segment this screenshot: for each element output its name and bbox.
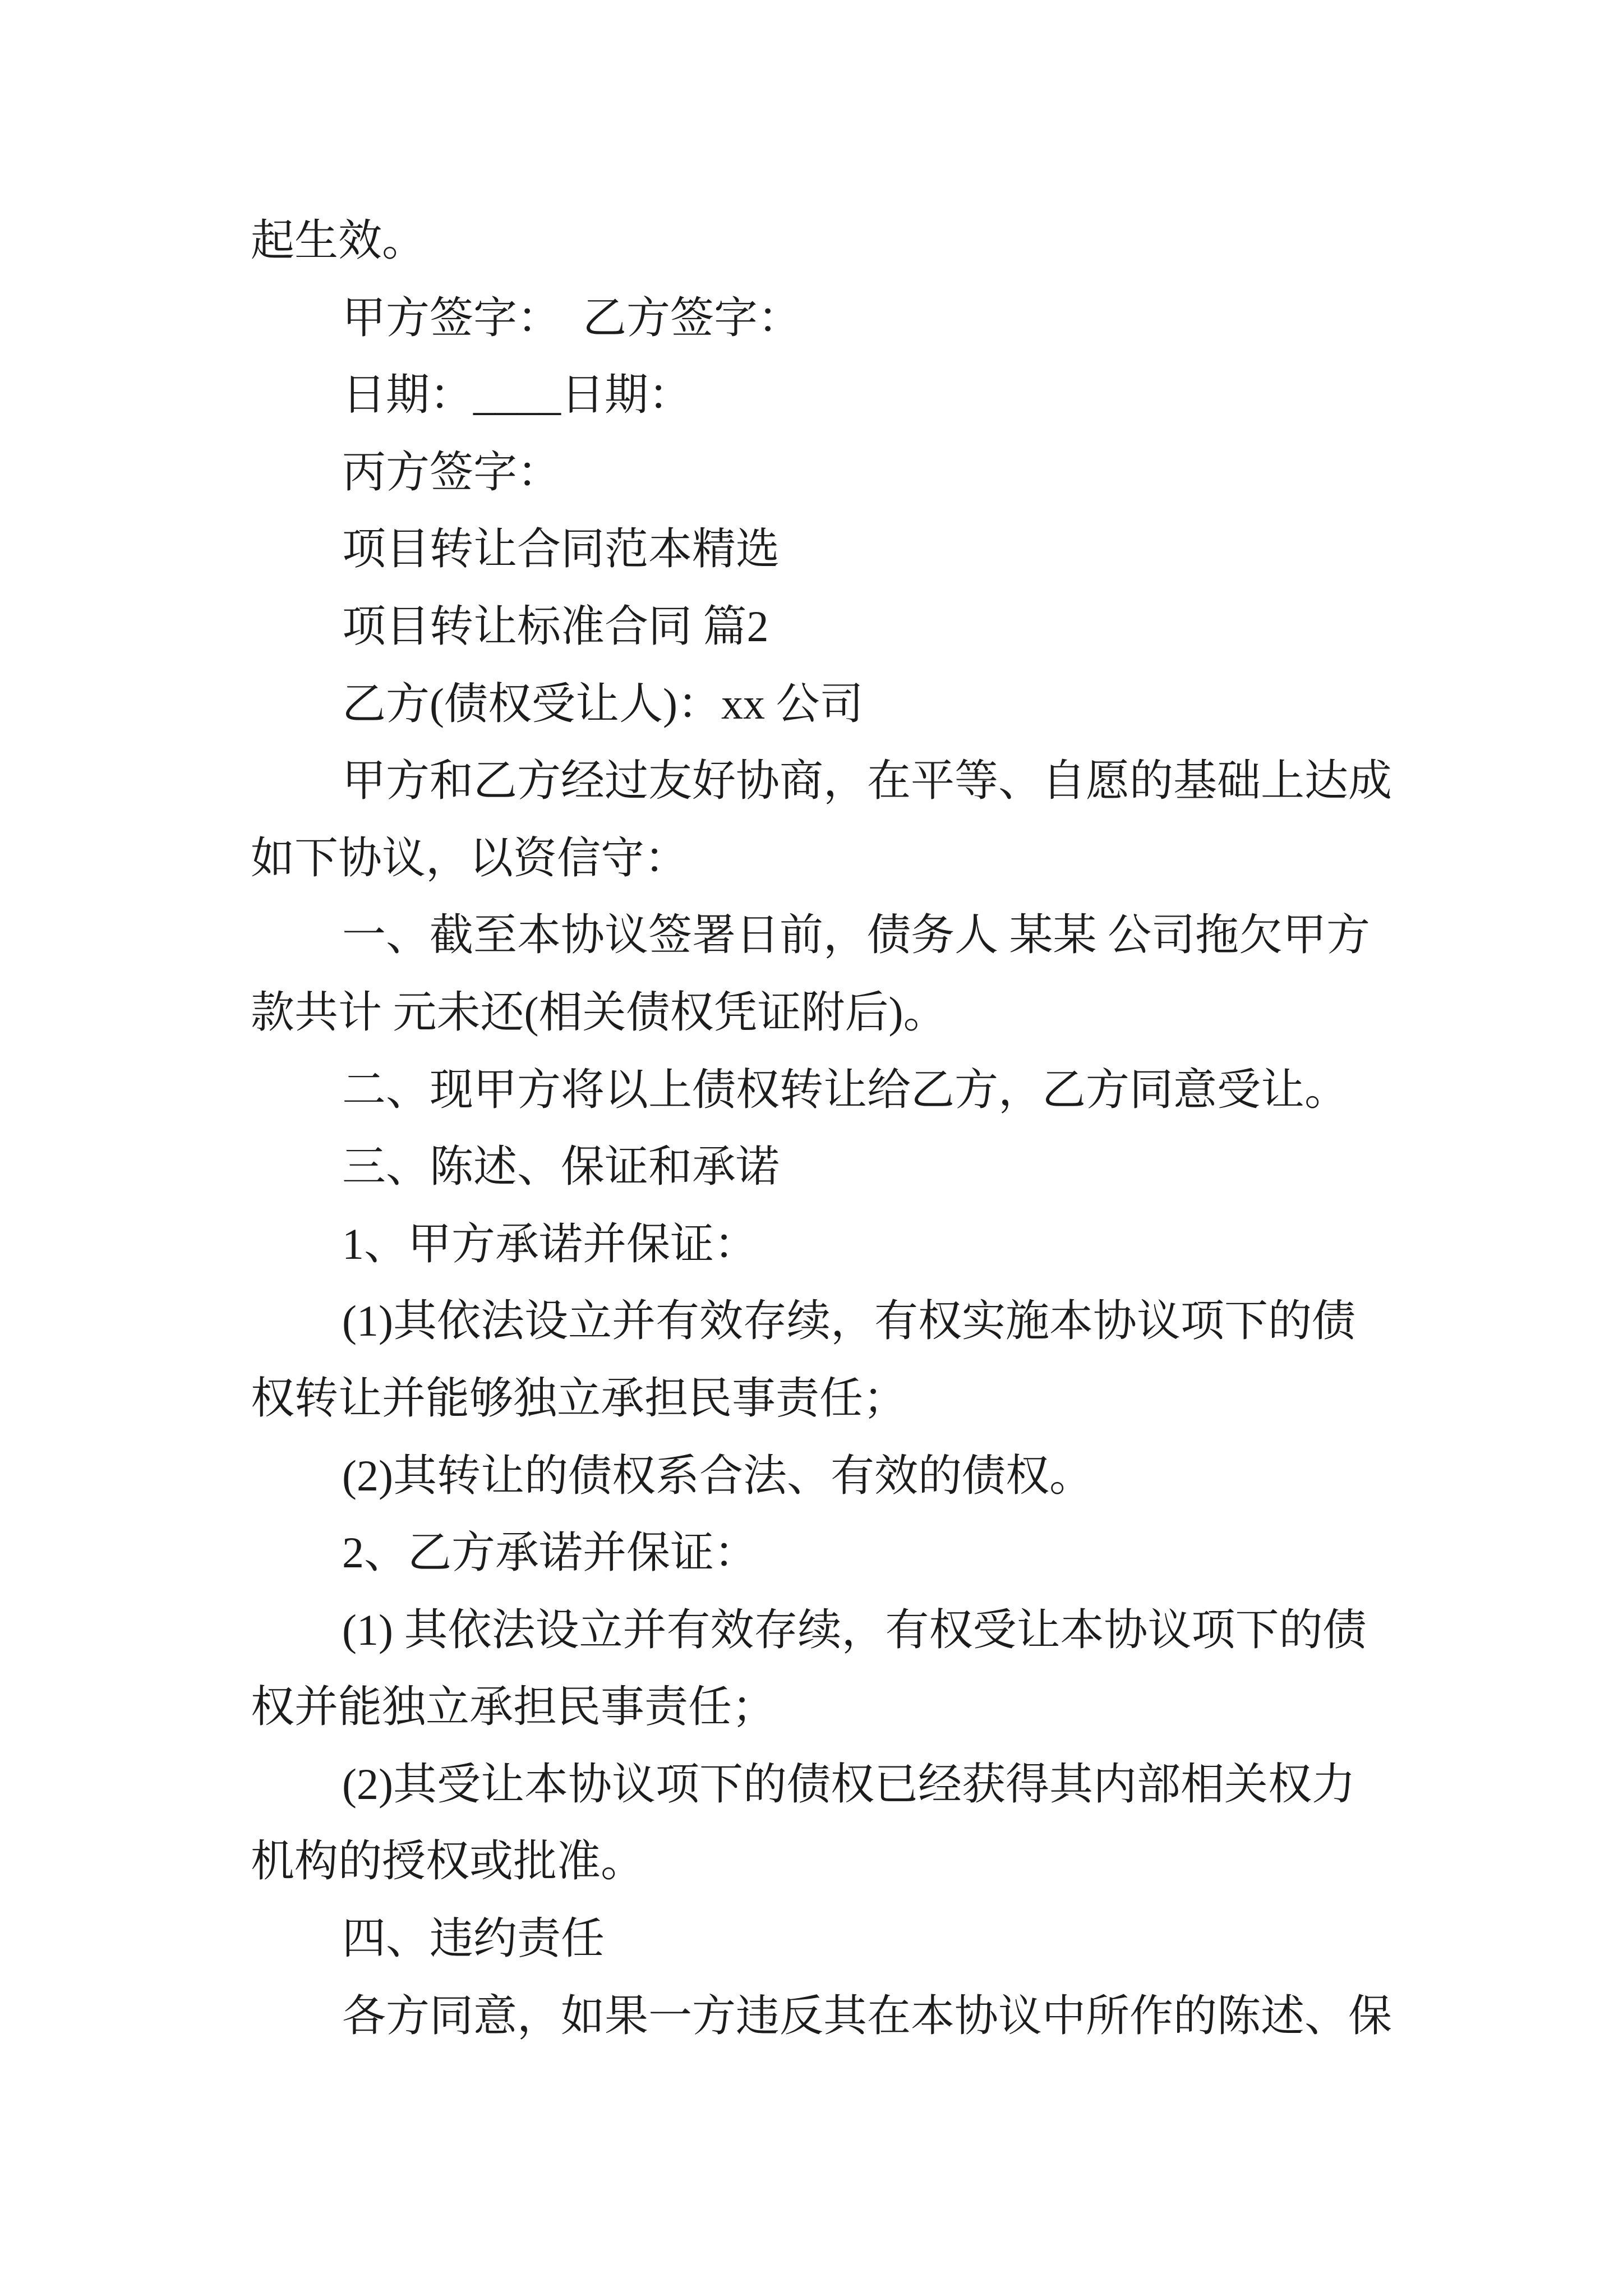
paragraph-line: 机构的授权或批准。 (251, 1837, 645, 1886)
paragraph-line: 权并能独立承担民事责任； (251, 1682, 776, 1732)
paragraph-line: 项目转让合同范本精选 (342, 524, 780, 574)
paragraph-line: 2、乙方承诺并保证： (342, 1528, 758, 1577)
paragraph-line: 权转让并能够独立承担民事责任； (251, 1373, 907, 1423)
paragraph-line: 一、截至本协议签署日前，债务人 某某 公司拖欠甲方 (342, 910, 1371, 960)
paragraph-line: 如下协议，以资信守： (251, 833, 689, 882)
paragraph-line: 四、违约责任 (342, 1914, 605, 1963)
paragraph-line: 甲方和乙方经过友好协商，在平等、自愿的基础上达成 (342, 756, 1393, 806)
paragraph-preamble (251, 742, 1428, 896)
clause-3-1-item-2 (251, 1437, 1428, 1515)
clause-4-heading (251, 1900, 1428, 1977)
paragraph-line: (1)其依法设立并有效存续，有权实施本协议项下的债 (342, 1296, 1355, 1346)
clause-3-heading (251, 1128, 1428, 1205)
clause-3-1-heading (251, 1205, 1428, 1283)
party-b-line (251, 665, 1428, 743)
paragraph-line: (1) 其依法设立并有效存续，有权受让本协议项下的债 (342, 1605, 1367, 1654)
paragraph-line: 各方同意，如果一方违反其在本协议中所作的陈述、保 (342, 1991, 1393, 2040)
contract-title (251, 588, 1428, 665)
paragraph-signature-c (251, 434, 1428, 511)
document-body (251, 202, 1428, 2054)
paragraph-line: 三、陈述、保证和承诺 (342, 1142, 780, 1191)
section-heading (251, 510, 1428, 588)
clause-3-2-item-2 (251, 1746, 1428, 1900)
paragraph-line: 丙方签字： (342, 447, 561, 496)
paragraph-dates (251, 356, 1428, 434)
paragraph-line: 乙方(债权受让人)：xx 公司 (342, 679, 864, 728)
clause-1 (251, 896, 1428, 1051)
clause-3-1-item-1 (251, 1282, 1428, 1437)
paragraph-effective-clause (251, 202, 1428, 279)
paragraph-line: 甲方签字： 乙方签字： (342, 293, 802, 342)
paragraph-line: 1、甲方承诺并保证： (342, 1219, 758, 1268)
paragraph-line: 日期：____日期： (342, 370, 693, 420)
clause-4-body (251, 1977, 1428, 2055)
paragraph-line: (2)其受让本协议项下的债权已经获得其内部相关权力 (342, 1759, 1355, 1809)
clause-3-2-heading (251, 1514, 1428, 1591)
paragraph-line: 款共计 元未还(相关债权凭证附后)。 (251, 987, 947, 1037)
clause-3-2-item-1 (251, 1591, 1428, 1746)
paragraph-signatures-ab (251, 279, 1428, 357)
paragraph-line: 起生效。 (251, 216, 426, 265)
paragraph-line: (2)其转让的债权系合法、有效的债权。 (342, 1451, 1093, 1500)
clause-2 (251, 1051, 1428, 1129)
paragraph-line: 二、现甲方将以上债权转让给乙方，乙方同意受让。 (342, 1065, 1349, 1114)
paragraph-line: 项目转让标准合同 篇2 (342, 601, 769, 651)
